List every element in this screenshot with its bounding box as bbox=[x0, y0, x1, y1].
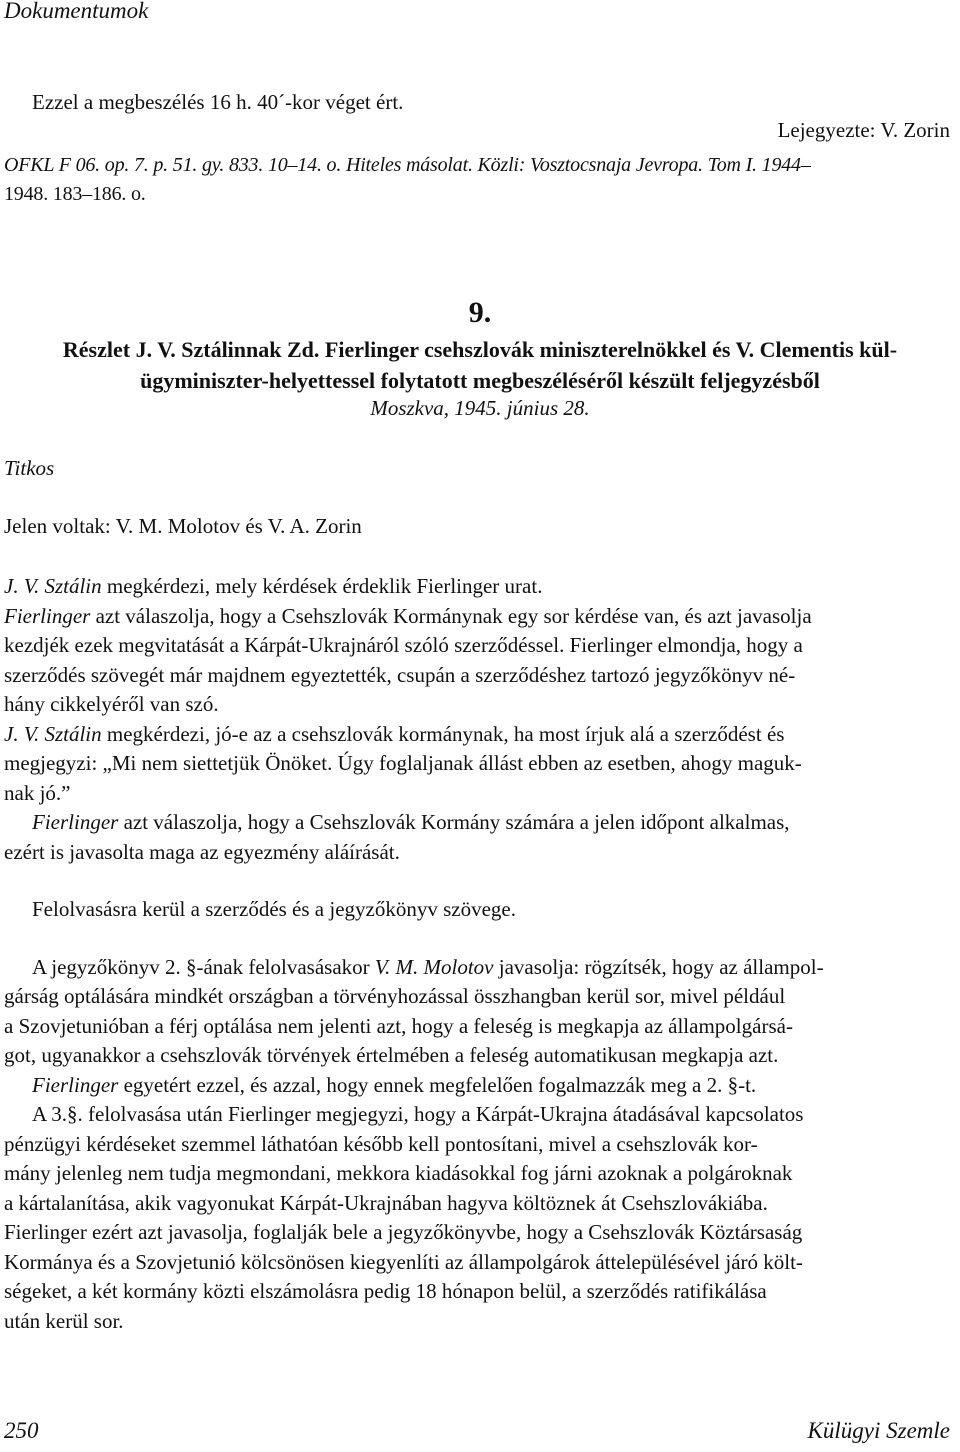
speaker: J. V. Sztálin bbox=[4, 574, 102, 598]
text: azt válaszolja, hogy a Csehszlovák Kormány számára a jelen időpont alkalmas, bbox=[118, 810, 790, 834]
text: ségeket, a két kormány közti elszámolásra pedig 18 hónapon belül, a szerződés ratifikálása bbox=[4, 1279, 767, 1303]
text: Kormánya és a Szovjetunió kölcsönösen kiegyenlíti az állampolgárok áttelepülésével járó költ- bbox=[4, 1249, 803, 1274]
speaker: V. M. Molotov bbox=[374, 954, 494, 979]
text: mány jelenleg nem tudja megmondani, mekkora kiadásokkal fog járni azoknak a polgároknak bbox=[4, 1161, 793, 1185]
paragraph-4 bbox=[4, 808, 956, 867]
text: egyetért ezzel, és azzal, hogy ennek megfelelően fogalmazzák meg a 2. §-t. bbox=[118, 1072, 757, 1097]
text: azt válaszolja, hogy a Csehszlovák Kormánynak egy sor kérdése van, és azt javasolja bbox=[90, 603, 812, 628]
text: hány cikkelyéről van szó. bbox=[4, 692, 219, 716]
recorder-line: Lejegyezte: V. Zorin bbox=[777, 118, 950, 142]
text: javasolja: rögzítsék, hogy az állampol- bbox=[493, 954, 824, 979]
speaker: Fierlinger bbox=[32, 1072, 119, 1097]
text: megjegyzi: „Mi nem siettetjük Önöket. Úgy foglaljanak állást ebben az esetben, ahogy maguk- bbox=[4, 751, 802, 775]
title-line-1: Részlet J. V. Sztálinnak Zd. Fierlinger csehszlovák miniszterelnökkel és V. Clementis kül- bbox=[62, 337, 898, 362]
text: a Szovjetunióban a férj optálása nem jelenti azt, hogy a feleség is megkapja az állampolgársá- bbox=[4, 1013, 793, 1038]
paragraph-2 bbox=[4, 602, 956, 720]
text: megkérdezi, jó-e az a csehszlovák kormánynak, ha most írjuk alá a szerződést és bbox=[101, 721, 785, 746]
text: got, ugyanakkor a csehszlovák törvények értelmében a feleség automatikusan megkapja azt. bbox=[4, 1043, 779, 1067]
document-number: 9. bbox=[468, 296, 492, 329]
text: megkérdezi, mely kérdések érdeklik Fierlinger urat. bbox=[101, 574, 543, 598]
text: a kártalanítása, akik vagyonukat Kárpát-Ukrajnában hagyva költöznek át Csehszlovákiába. bbox=[4, 1190, 768, 1215]
place-date: Moszkva, 1945. június 28. bbox=[370, 396, 590, 420]
text: gárság optálására mindkét országban a törvényhozással összhangban kerül sor, mivel például bbox=[4, 984, 786, 1008]
paragraph-5: Felolvasásra kerül a szerződés és a jegyzőkönyv szövege. bbox=[32, 897, 516, 921]
text: A jegyzőkönyv 2. §-ának felolvasásakor bbox=[32, 954, 375, 979]
journal-name: Külügyi Szemle bbox=[807, 1418, 950, 1443]
closing-line bbox=[4, 88, 956, 118]
title-line-2: ügyminiszter-helyettessel folytatott megbeszéléséről készült feljegyzésből bbox=[140, 368, 820, 393]
page-number: 250 bbox=[4, 1418, 39, 1443]
text: Fierlinger ezért azt javasolja, foglalják bele a jegyzőkönyvbe, hogy a Csehszlovák Köztársaság bbox=[4, 1220, 803, 1244]
text: ezért is javasolta maga az egyezmény aláírását. bbox=[4, 839, 400, 864]
text: után kerül sor. bbox=[4, 1308, 124, 1333]
paragraph-8 bbox=[4, 1100, 956, 1336]
source-note bbox=[4, 151, 956, 209]
text: nak jó.” bbox=[4, 780, 71, 805]
text: pénzügyi kérdéseket szemmel láthatóan később kell pontosítani, mivel a csehszlovák kor- bbox=[4, 1131, 758, 1156]
paragraph-6 bbox=[4, 953, 956, 1071]
text: A 3.§. felolvasása után Fierlinger megjegyzi, hogy a Kárpát-Ukrajna átadásával kapcsolatos bbox=[32, 1102, 804, 1126]
paragraph-7 bbox=[4, 1071, 956, 1101]
paragraph-1 bbox=[4, 572, 956, 602]
running-header: Dokumentumok bbox=[4, 0, 149, 23]
speaker: Fierlinger bbox=[4, 603, 91, 628]
body-text bbox=[4, 572, 956, 1336]
closing-text: Ezzel a megbeszélés 16 h. 40´-kor véget ért. bbox=[32, 90, 404, 114]
source-line-1: OFKL F 06. op. 7. p. 51. gy. 833. 10–14. o. Hiteles másolat. Közli: Vosztocsnaja Jevropa. Tom I. 1944– bbox=[4, 154, 811, 176]
speaker: J. V. Sztálin bbox=[4, 721, 102, 746]
present-line: Jelen voltak: V. M. Molotov és V. A. Zorin bbox=[4, 514, 362, 538]
classification: Titkos bbox=[4, 456, 55, 480]
source-line-2: 1948. 183–186. o. bbox=[4, 183, 146, 205]
document-title bbox=[0, 334, 960, 396]
text: kezdjék ezek megvitatását a Kárpát-Ukrajnáról szóló szerződéssel. Fierlinger elmondja, hogy a bbox=[4, 633, 803, 657]
paragraph-3 bbox=[4, 720, 956, 809]
speaker: Fierlinger bbox=[32, 810, 119, 834]
text: szerződés szövegét már majdnem egyeztették, csupán a szerződéshez tartozó jegyzőkönyv né- bbox=[4, 662, 796, 687]
